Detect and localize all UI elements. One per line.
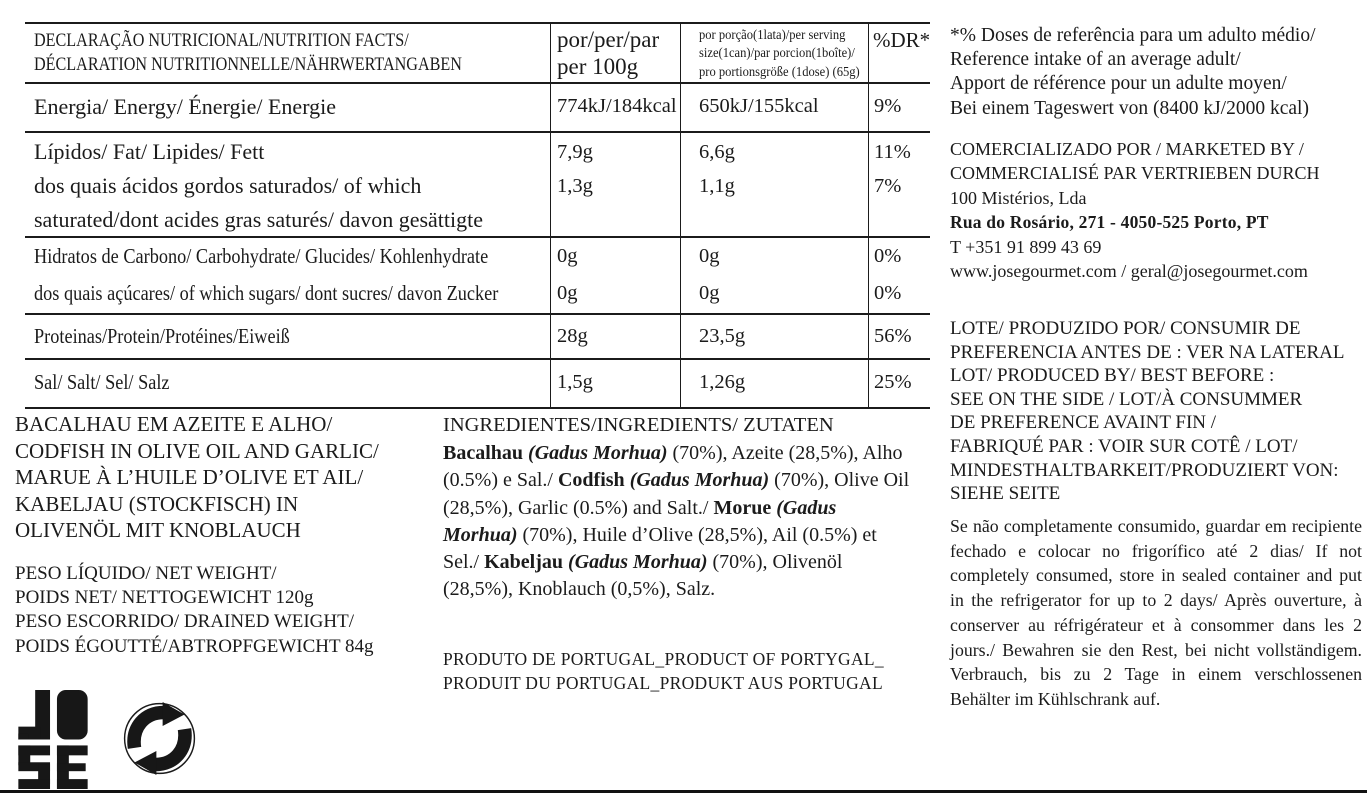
header-percent-dr: %DR*: [868, 24, 930, 82]
nutrient-label-cell: Lípidos/ Fat/ Lipides/ Fett dos quais ácidos gordos saturados/ of which saturated/dont acides gras saturés/ davon gesättigte: [34, 139, 484, 233]
nutrient-label-cell: Proteinas/Protein/Protéines/Eiweiß: [34, 324, 290, 348]
green-dot-recycling-icon: [122, 701, 197, 776]
nutrient-label-cell: Sal/ Salt/ Sel/ Salz: [34, 370, 170, 394]
table-header-row: [25, 24, 930, 84]
table-row-fat: [25, 133, 930, 238]
table-row-salt: [25, 360, 930, 409]
marketed-by-block: COMERCIALIZADO POR / MARKETED BY / COMMERCIALISÉ PAR VERTRIEBEN DURCH 100 Mistérios, Lda Rua do Rosário, 271 - 4050-525 Porto, PT T +351 91 899 43 69 www.josegourmet.com / geral@josegourmet.com: [950, 139, 1320, 282]
lot-info-block: LOTE/ PRODUZIDO POR/ CONSUMIR DE PREFERENCIA ANTES DE : VER NA LATERAL LOT/ PRODUCED BY/ BEST BEFORE : SEE ON THE SIDE / LOT/À CONSUMMER DE PREFERENCE AVAINT FIN / FABRIQUÉ PAR : VOIR SUR COTÊ / LOT/ MINDESTHALTBARKEIT/PRODUZIERT VON: SIEHE SEITE: [950, 318, 1345, 505]
per-100g-cell: 774kJ/184kcal: [550, 84, 680, 131]
header-per-serving: por porção(1lata)/per serving size(1can)/par porcion(1boîte)/ pro portionsgröße (1dose) (65g): [680, 24, 868, 82]
ingredients-block: [443, 412, 915, 603]
per-serving-cell: 6,6g 1,1g: [680, 133, 868, 238]
per-serving-cell: 23,5g: [680, 315, 868, 358]
reference-intake-note: *% Doses de referência para um adulto médio/ Reference intake of an average adult/ Apport de référence pour un adulte moyen/ Bei einem Tageswert von (8400 kJ/2000 kcal): [950, 25, 1316, 119]
storage-instructions: Se não completamente consumido, guardar em recipiente fechado e colocar no frigorífico até 2 dias/ If not completely consumed, store in sealed container and put in the refrigerator for up to 2 days/ Après ouverture, à conserver au réfrigérateur et à consommer dans les 2 jours./ Bewahren sie den Rest, bei nicht vollständigem. Verbrauch, bis zu 2 Tage in einem verschlossenen Behälter im Kühlschrank auf.: [950, 516, 1362, 709]
ingredients-text: Bacalhau (Gadus Morhua) (70%), Azeite (28,5%), Alho (0.5%) e Sal./ Codfish (Gadus Morhua) (70%), Olive Oil (28,5%), Garlic (0.5%) and Salt./ Morue (Gadus Morhua) (70%), Huile d’Olive (28,5%), Ail (0.5%) et Sel./ Kabeljau (Gadus Morhua) (70%), Olivenöl (28,5%), Knoblauch (0,5%), Salz.: [443, 442, 910, 601]
per-serving-cell: 650kJ/155kcal: [680, 84, 868, 131]
per-100g-cell: 1,5g: [550, 360, 680, 407]
daily-reference-cell: 25%: [868, 360, 930, 407]
per-100g-cell: 7,9g 1,3g: [550, 133, 680, 238]
nutrient-label-cell: Hidratos de Carbono/ Carbohydrate/ Glucides/ Kohlenhydrate dos quais açúcares/ of which sugars/ dont sucres/ davon Zucker: [34, 244, 499, 305]
per-serving-cell: 0g 0g: [680, 238, 868, 313]
header-per-100g: por/per/par per 100g: [550, 24, 680, 82]
table-row-carbohydrate: [25, 238, 930, 315]
daily-reference-cell: 11% 7%: [868, 133, 930, 238]
daily-reference-cell: 0% 0%: [868, 238, 930, 313]
weight-info: PESO LÍQUIDO/ NET WEIGHT/ POIDS NET/ NETTOGEWICHT 120g PESO ESCORRIDO/ DRAINED WEIGHT/ POIDS ÉGOUTTÉ/ABTROPFGEWICHT 84g: [15, 563, 374, 657]
per-serving-cell: 1,26g: [680, 360, 868, 407]
product-name: BACALHAU EM AZEITE E ALHO/ CODFISH IN OLIVE OIL AND GARLIC/ MARUE À L’HUILE D’OLIVE ET AIL/ KABELJAU (STOCKFISCH) IN OLIVENÖL MIT KNOBLAUCH: [15, 412, 379, 543]
nutrition-table: [25, 22, 930, 409]
header-nutrition-declaration: DECLARAÇÃO NUTRICIONAL/NUTRITION FACTS/ DÉCLARATION NUTRITIONNELLE/NÄHRWERTANGABEN: [34, 30, 462, 75]
table-row-protein: [25, 315, 930, 360]
table-row-energy: [25, 84, 930, 133]
daily-reference-cell: 56%: [868, 315, 930, 358]
origin-statement: PRODUTO DE PORTUGAL_PRODUCT OF PORTYGAL_ PRODUIT DU PORTUGAL_PRODUKT AUS PORTUGAL: [443, 649, 884, 693]
ingredients-heading: INGREDIENTES/INGREDIENTS/ ZUTATEN: [443, 414, 834, 436]
jose-brand-logo: [14, 690, 92, 789]
per-100g-cell: 0g 0g: [550, 238, 680, 313]
daily-reference-cell: 9%: [868, 84, 930, 131]
nutrient-label-cell: Energia/ Energy/ Énergie/ Energie: [34, 94, 336, 119]
per-100g-cell: 28g: [550, 315, 680, 358]
